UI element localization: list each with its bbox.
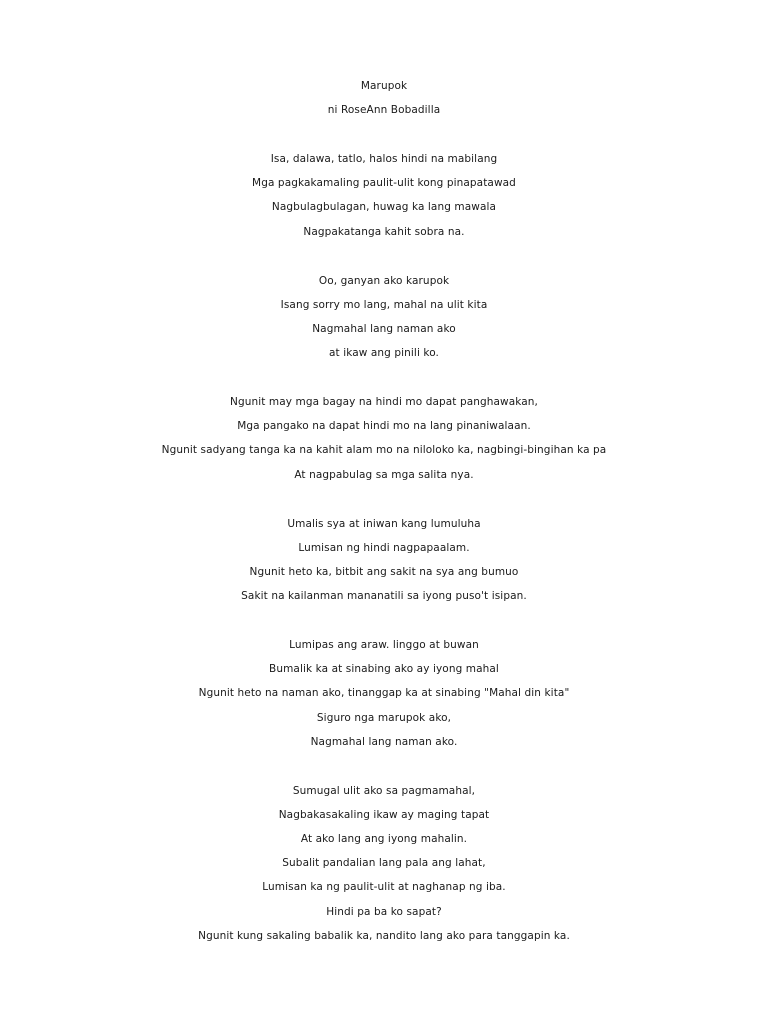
poem-line: Nagmahal lang naman ako. [310,736,458,748]
poem-line: Lumisan ka ng paulit-ulit at naghanap ng iba. [262,881,506,893]
poem-line: Lumisan ng hindi nagpapaalam. [298,542,470,554]
poem-line: Subalit pandalian lang pala ang lahat, [282,857,486,869]
poem-line: Nagmahal lang naman ako [312,323,456,335]
poem-line: Sumugal ulit ako sa pagmamahal, [292,785,476,797]
poem-line: Hindi pa ba ko sapat? [326,906,442,918]
poem-line: Nagpakatanga kahit sobra na. [303,226,465,238]
poem-line: Ngunit may mga bagay na hindi mo dapat panghawakan, [230,396,538,408]
poem-line: Ngunit heto ka, bitbit ang sakit na sya ang bumuo [249,566,519,578]
poem-line: Lumipas ang araw. linggo at buwan [289,639,479,651]
poem-line: Nagbakasakaling ikaw ay maging tapat [278,809,490,821]
poem-line: Ngunit heto na naman ako, tinanggap ka at sinabing "Mahal din kita" [198,687,570,699]
poem-line: Ngunit sadyang tanga ka na kahit alam mo na niloloko ka, nagbingi-bingihan ka pa [161,444,607,456]
poem-line: At ako lang ang iyong mahalin. [300,833,468,845]
poem-line: Umalis sya at iniwan kang lumuluha [287,518,481,530]
poem-line: Isa, dalawa, tatlo, halos hindi na mabilang [270,153,498,165]
poem-line: Mga pangako na dapat hindi mo na lang pinaniwalaan. [237,420,531,432]
poem-line: At nagpabulag sa mga salita nya. [294,469,474,481]
poem-title: Marupok [360,80,408,92]
poem-line: Bumalik ka at sinabing ako ay iyong mahal [269,663,499,675]
poem-line: Isang sorry mo lang, mahal na ulit kita [280,299,488,311]
poem-line: Ngunit kung sakaling babalik ka, nandito lang ako para tanggapin ka. [198,930,570,942]
poem-line: Nagbulagbulagan, huwag ka lang mawala [271,201,497,213]
poem-line: Mga pagkakamaling paulit-ulit kong pinapatawad [252,177,516,189]
poem-line: at ikaw ang pinili ko. [329,347,439,359]
poem-line: Sakit na kailanman mananatili sa iyong puso't isipan. [241,590,527,602]
poem-line: Oo, ganyan ako karupok [318,275,450,287]
poem-author: ni RoseAnn Bobadilla [327,104,441,116]
poem-line: Siguro nga marupok ako, [316,712,452,724]
